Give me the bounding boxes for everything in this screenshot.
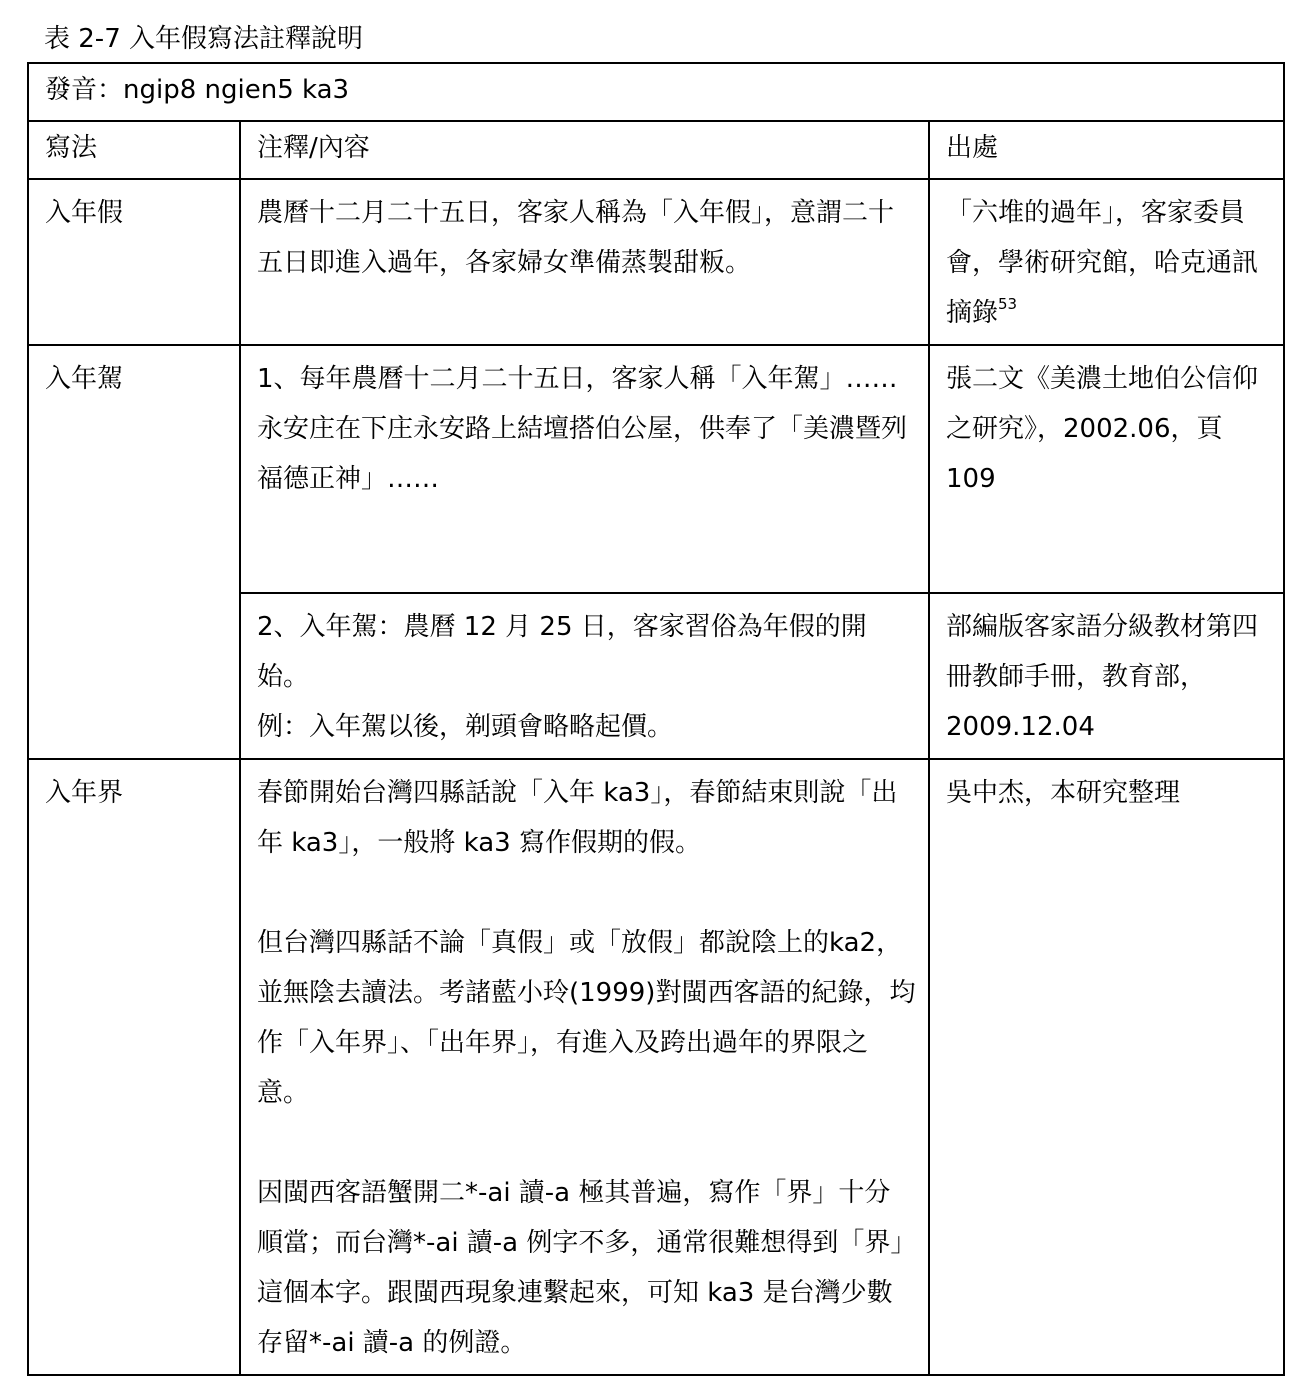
source-cell: [929, 179, 1284, 345]
pronunciation-row: [28, 63, 1284, 121]
content-cell: [240, 345, 929, 593]
content-cell: [240, 179, 929, 345]
source-cell: [929, 759, 1284, 1375]
source-text: 吳中杰，本研究整理: [946, 778, 1181, 808]
content-paragraph: 農曆十二月二十五日，客家人稱為「入年假」，意謂二十五日即進入過年，各家婦女準備蒸製甜粄。: [257, 198, 895, 278]
annotation-table: [27, 62, 1285, 1376]
table-row: [28, 179, 1284, 345]
header-source: 出處: [929, 121, 1284, 179]
content-paragraph: 因閩西客語蟹開二*-ai 讀-a 極其普遍，寫作「界」十分順當；而台灣*-ai 讀-a 例字不多，通常很難想得到「界」這個本字。跟閩西現象連繫起來，可知 ka3 是台灣少數存留*-ai 讀-a 的例證。: [257, 1178, 904, 1358]
header-annotation: 注釋/內容: [240, 121, 929, 179]
paragraph-gap: [257, 868, 916, 918]
source-cell: [929, 345, 1284, 593]
paragraph-gap: [257, 1118, 916, 1168]
footnote-marker: 53: [998, 295, 1018, 313]
source-cell: [929, 593, 1284, 759]
content-paragraph: 1、每年農曆十二月二十五日，客家人稱「入年駕」……永安庄在下庄永安路上結壇搭伯公屋，供奉了「美濃暨列福德正神」……: [257, 364, 908, 494]
form-cell: 入年假: [28, 179, 240, 345]
pronunciation-cell: 發音：ngip8 ngien5 ka3: [28, 63, 1284, 121]
source-text: 「六堆的過年」，客家委員會，學術研究館，哈克通訊摘錄: [946, 198, 1259, 328]
form-cell: 入年界: [28, 759, 240, 1375]
header-form: 寫法: [28, 121, 240, 179]
content-paragraph: 但台灣四縣話不論「真假」或「放假」都說陰上的ka2，並無陰去讀法。考諸藍小玲(1999)對閩西客語的紀錄，均作「入年界」、「出年界」，有進入及跨出過年的界限之意。: [257, 928, 916, 1108]
content-cell: [240, 759, 929, 1375]
content-paragraph: 春節開始台灣四縣話說「入年 ka3」，春節結束則說「出年 ka3」，一般將 ka3 寫作假期的假。: [257, 778, 898, 858]
table-row: [28, 345, 1284, 593]
source-text: 張二文《美濃土地伯公信仰之研究》，2002.06，頁109: [946, 364, 1259, 494]
table-caption: 表 2-7 入年假寫法註釋說明: [44, 24, 363, 54]
source-text: 部編版客家語分級教材第四冊教師手冊，教育部，2009.12.04: [946, 612, 1259, 742]
content-paragraph: 例：入年駕以後，剃頭會略略起價。: [257, 712, 674, 742]
content-paragraph: 2、入年駕：農曆 12 月 25 日，客家習俗為年假的開始。: [257, 612, 867, 692]
content-cell: [240, 593, 929, 759]
header-row: [28, 121, 1284, 179]
table-row: [28, 759, 1284, 1375]
form-cell: 入年駕: [28, 345, 240, 759]
